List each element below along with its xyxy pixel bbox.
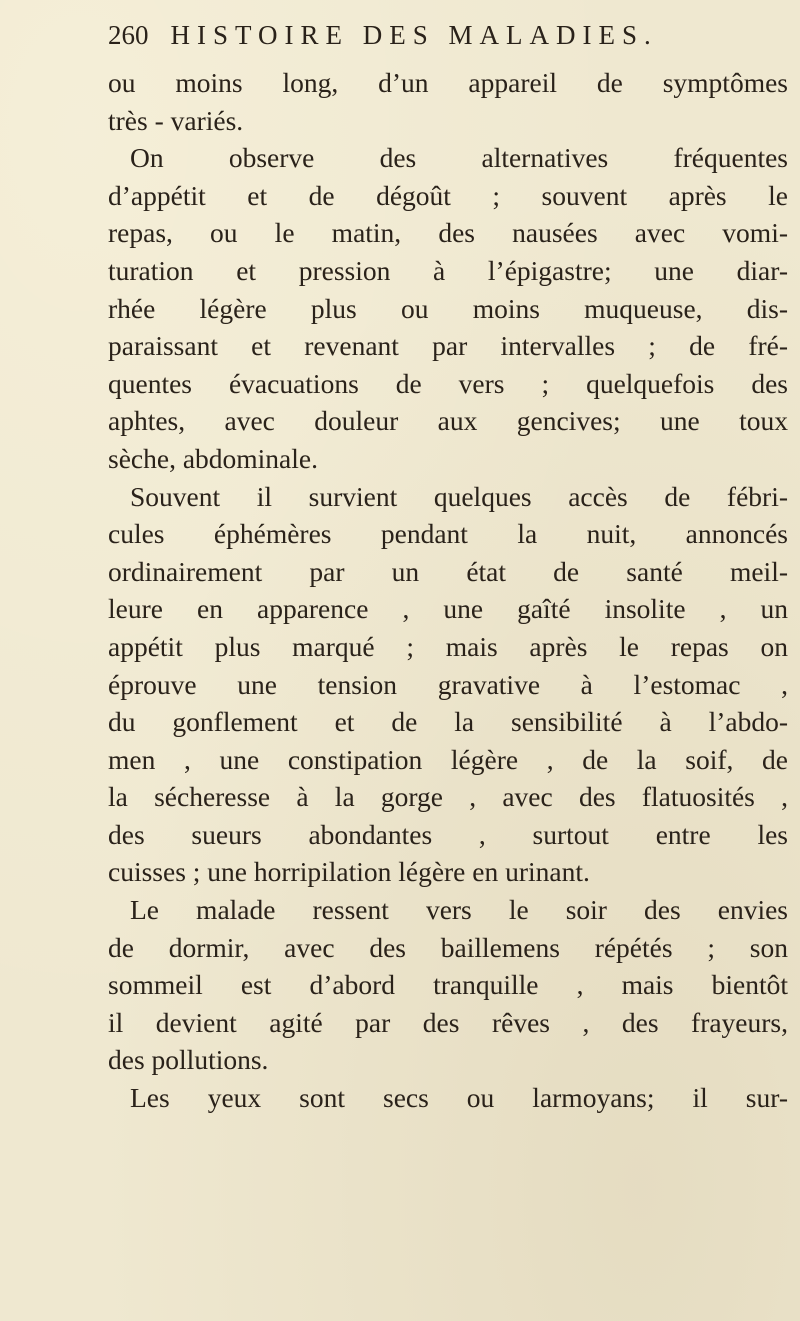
text-line: ou moins long, d’un appareil de symptômes <box>108 67 788 98</box>
text-line: sommeil est d’abord tranquille , mais bientôt <box>108 969 788 1001</box>
text-line: d’appétit et de dégoût ; souvent après le <box>108 179 788 211</box>
page-number: 260 <box>108 20 149 50</box>
text-line: aphtes, avec douleur aux gencives; une toux <box>108 405 788 437</box>
text-line: cuisses ; une horripilation légère en urinant. <box>108 856 590 888</box>
text-line: quentes évacuations de vers ; quelquefois des <box>108 367 788 399</box>
text-line: On observe des alternatives fréquentes <box>130 142 788 174</box>
text-line: éprouve une tension gravative à l’estomac , <box>108 668 788 700</box>
text-line: rhée légère plus ou moins muqueuse, dis- <box>108 292 788 324</box>
text-line: sèche, abdominale. <box>108 442 318 474</box>
text-line: ordinairement par un état de santé meil- <box>108 555 788 587</box>
text-line: repas, ou le matin, des nausées avec vomi- <box>108 217 788 249</box>
text-line: du gonflement et de la sensibilité à l’abdo- <box>108 706 788 738</box>
text-line: Les yeux sont secs ou larmoyans; il sur- <box>130 1082 788 1114</box>
text-line: des sueurs abondantes , surtout entre les <box>108 818 788 850</box>
text-line: Souvent il survient quelques accès de fébri- <box>130 480 788 512</box>
page-header <box>108 20 708 60</box>
text-line: appétit plus marqué ; mais après le repas on <box>108 630 788 662</box>
text-line: des pollutions. <box>108 1044 269 1076</box>
text-line: Le malade ressent vers le soir des envies <box>130 894 788 926</box>
text-line: leure en apparence , une gaîté insolite , un <box>108 593 788 625</box>
text-line: de dormir, avec des baillemens répétés ; son <box>108 931 788 963</box>
running-head: HISTOIRE DES MALADIES. <box>170 20 658 50</box>
text-line: il devient agité par des rêves , des frayeurs, <box>108 1006 788 1038</box>
text-line: cules éphémères pendant la nuit, annoncés <box>108 518 788 550</box>
text-line: la sécheresse à la gorge , avec des flatuosités , <box>108 781 788 813</box>
text-line: très - variés. <box>108 104 244 136</box>
text-line: turation et pression à l’épigastre; une diar- <box>108 254 788 286</box>
body-text <box>108 64 788 1117</box>
text-line: men , une constipation légère , de la soif, de <box>108 743 788 775</box>
text-line: paraissant et revenant par intervalles ; de fré- <box>108 330 788 362</box>
